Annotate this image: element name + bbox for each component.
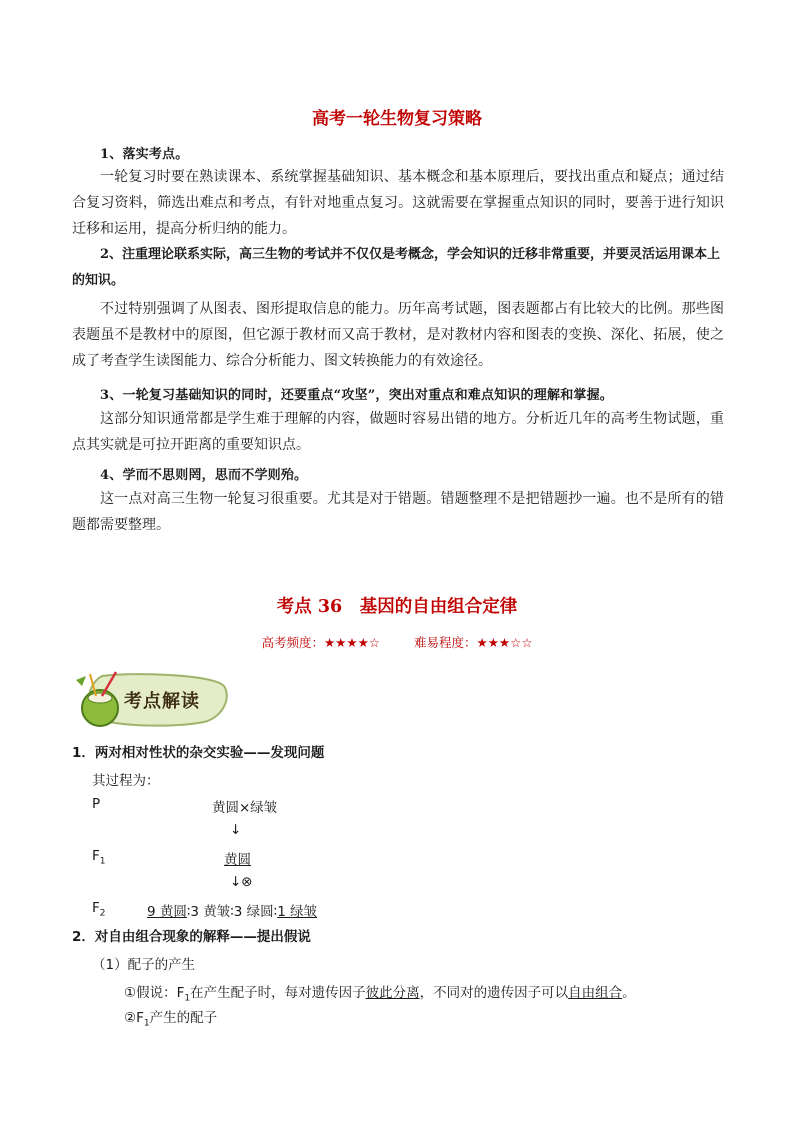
banner-label: 考点解读 xyxy=(124,691,200,712)
p-cross: 黄圆×绿皱 xyxy=(212,800,278,816)
section-1-heading: 1．两对相对性状的杂交实验——发现问题 xyxy=(72,745,325,761)
strategy-text-2: 不过特别强调了从图表、图形提取信息的能力。历年高考试题，图表题都占有比较大的比例。那些图表题虽不是教材中的原图，但它源于教材而又高于教材，是对教材内容和图表的变换、深化、拓展，使之成了考查学生读图能力、综合分析能力、图文转换能力的有效途径。 xyxy=(72,301,724,369)
strategy-heading-1: 1、落实考点。 xyxy=(100,147,189,162)
frequency-stars: ★★★★☆ xyxy=(323,635,380,650)
selfing-arrow-icon: ↓⊗ xyxy=(230,874,253,890)
arrow-down-icon: ↓ xyxy=(230,822,242,838)
generation-f1-label: $F_1$ xyxy=(92,848,106,867)
strategy-heading-2: 2、注重理论联系实际，高三生物的考试并不仅仅是考概念，学会知识的迁移非常重要，并要灵活运用课本上的知识。 xyxy=(72,247,721,288)
hypothesis-line: ①假说：$F_1$在产生配子时，每对遗传因子彼此分离，不同对的遗传因子可以自由组合。 xyxy=(124,985,636,1004)
topic-title: 考点 36 基因的自由组合定律 xyxy=(276,597,518,617)
strategy-heading-3: 3、一轮复习基础知识的同时，还要重点“攻坚”，突出对重点和难点知识的理解和掌握。 xyxy=(100,388,614,403)
difficulty-label: 难易程度： xyxy=(414,635,477,650)
strategy-text-1: 一轮复习时要在熟读课本、系统掌握基础知识、基本概念和基本原理后，要找出重点和疑点；通过结合复习资料，筛选出难点和考点，有针对地重点复习。这就需要在掌握重点知识的同时，要善于进行知识迁移和运用，提高分析归纳的能力。 xyxy=(72,169,724,237)
gametes-line: $②F_1$产生的配子 xyxy=(124,1010,218,1029)
frequency-label: 高考频度： xyxy=(261,635,324,650)
difficulty-stars: ★★★☆☆ xyxy=(476,635,533,650)
subsection-gamete-production: （1）配子的产生 xyxy=(92,957,196,973)
generation-p-label: P xyxy=(92,796,101,812)
frequency-difficulty-row xyxy=(0,633,794,651)
topic-banner xyxy=(72,668,232,730)
f1-value: 黄圆 xyxy=(224,852,251,868)
section-2-heading: 2．对自由组合现象的解释——提出假说 xyxy=(72,929,311,945)
page-title: 高考一轮生物复习策略 xyxy=(312,109,482,129)
strategy-heading-4: 4、学而不思则罔，思而不学则殆。 xyxy=(100,468,308,483)
strategy-text-4: 这一点对高三生物一轮复习很重要。尤其是对于错题。错题整理不是把错题抄一遍。也不是所有的错题都需要整理。 xyxy=(72,491,724,533)
generation-f2-label: $F_2$ xyxy=(92,900,106,919)
strategy-text-3: 这部分知识通常都是学生难于理解的内容，做题时容易出错的地方。分析近几年的高考生物试题，重点其实就是可拉开距离的重要知识点。 xyxy=(72,411,724,453)
process-label: 其过程为： xyxy=(92,773,160,789)
f2-ratio: 9 黄圆∶3 黄皱∶3 绿圆∶1 绿皱 xyxy=(147,904,318,920)
